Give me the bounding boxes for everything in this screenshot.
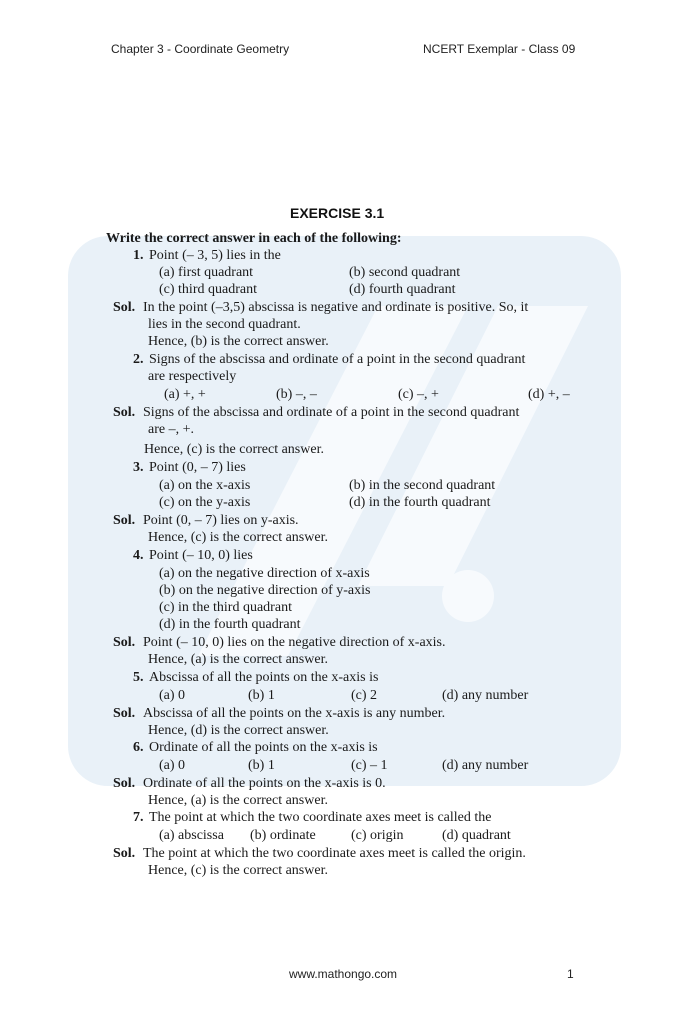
q1-answer: Hence, (b) is the correct answer. (148, 334, 329, 349)
question-4: 4. Point (– 10, 0) lies (133, 548, 253, 563)
q2-solution-line: are –, +. (148, 422, 194, 437)
q2-option-a: (a) +, + (164, 387, 206, 402)
exercise-instruction: Write the correct answer in each of the following: (106, 231, 402, 246)
q7-option-d: (d) quadrant (442, 828, 511, 843)
exercise-title: EXERCISE 3.1 (290, 205, 385, 221)
q6-option-d: (d) any number (442, 758, 529, 773)
q3-solution: Sol. Point (0, – 7) lies on y-axis. (113, 513, 299, 528)
q3-option-b: (b) in the second quadrant (349, 478, 496, 493)
q4-option-d: (d) in the fourth quadrant (159, 617, 301, 632)
q2-answer: Hence, (c) is the correct answer. (144, 442, 324, 457)
q3-option-a: (a) on the x-axis (159, 478, 251, 493)
q4-option-c: (c) in the third quadrant (159, 600, 292, 615)
q6-solution: Sol. Ordinate of all the points on the x-axis is 0. (113, 776, 386, 791)
q6-answer: Hence, (a) is the correct answer. (148, 793, 328, 808)
q5-option-b: (b) 1 (248, 688, 275, 703)
q1-option-c: (c) third quadrant (159, 282, 257, 297)
question-7: 7. The point at which the two coordinate axes meet is called the (133, 810, 492, 825)
q2-option-b: (b) –, – (276, 387, 317, 402)
question-2: 2. Signs of the abscissa and ordinate of a point in the second quadrant (133, 352, 526, 367)
question-2-line: are respectively (148, 369, 237, 384)
q4-option-b: (b) on the negative direction of y-axis (159, 583, 371, 598)
q2-solution: Sol. Signs of the abscissa and ordinate of a point in the second quadrant (113, 405, 520, 420)
q7-answer: Hence, (c) is the correct answer. (148, 863, 328, 878)
q1-option-a: (a) first quadrant (159, 265, 254, 280)
question-3: 3. Point (0, – 7) lies (133, 460, 246, 475)
header-chapter: Chapter 3 - Coordinate Geometry (111, 42, 290, 56)
q5-option-d: (d) any number (442, 688, 529, 703)
q2-option-d: (d) +, – (528, 387, 570, 402)
q4-option-a: (a) on the negative direction of x-axis (159, 566, 370, 581)
question-6: 6. Ordinate of all the points on the x-axis is (133, 740, 378, 755)
q6-option-b: (b) 1 (248, 758, 275, 773)
q3-answer: Hence, (c) is the correct answer. (148, 530, 328, 545)
q1-solution: Sol. In the point (–3,5) abscissa is negative and ordinate is positive. So, it (113, 300, 529, 315)
q4-solution: Sol. Point (– 10, 0) lies on the negative direction of x-axis. (113, 635, 446, 650)
question-5: 5. Abscissa of all the points on the x-axis is (133, 670, 379, 685)
q5-option-c: (c) 2 (351, 688, 378, 703)
q5-solution: Sol. Abscissa of all the points on the x-axis is any number. (113, 706, 446, 721)
q6-option-c: (c) – 1 (351, 758, 388, 773)
q7-option-a: (a) abscissa (159, 828, 224, 843)
q2-option-c: (c) –, + (398, 387, 439, 402)
q1-solution-line: lies in the second quadrant. (148, 317, 301, 332)
q1-option-d: (d) fourth quadrant (349, 282, 456, 297)
q5-answer: Hence, (d) is the correct answer. (148, 723, 329, 738)
footer-url: www.mathongo.com (289, 967, 398, 981)
page-number: 1 (567, 967, 574, 981)
q7-solution: Sol. The point at which the two coordinate axes meet is called the origin. (113, 846, 526, 861)
q7-option-b: (b) ordinate (250, 828, 316, 843)
q3-option-d: (d) in the fourth quadrant (349, 495, 491, 510)
q1-option-b: (b) second quadrant (349, 265, 461, 280)
header-book: NCERT Exemplar - Class 09 (423, 42, 576, 56)
question-1: 1. Point (– 3, 5) lies in the (133, 248, 281, 263)
q3-option-c: (c) on the y-axis (159, 495, 251, 510)
q7-option-c: (c) origin (351, 828, 404, 843)
q5-option-a: (a) 0 (159, 688, 186, 703)
q4-answer: Hence, (a) is the correct answer. (148, 652, 328, 667)
q6-option-a: (a) 0 (159, 758, 186, 773)
